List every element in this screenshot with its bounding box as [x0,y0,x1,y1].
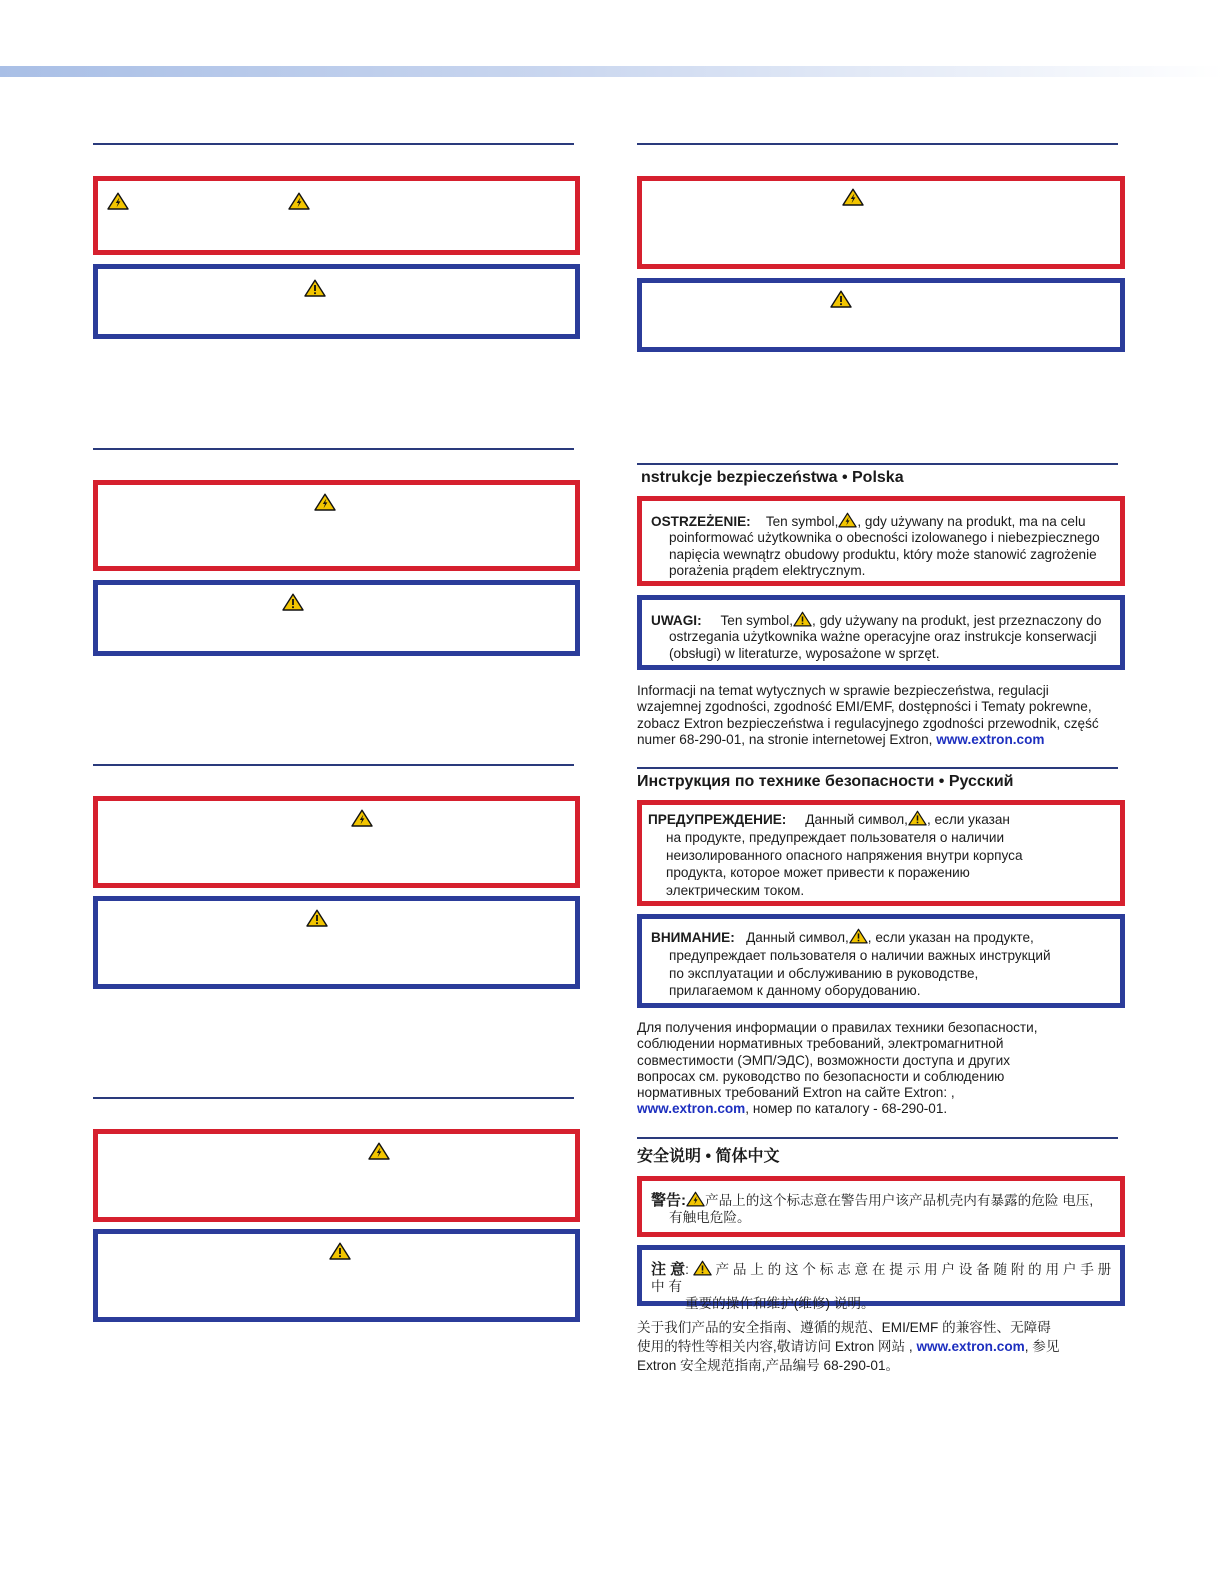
exclamation-triangle-icon [908,810,927,826]
exclamation-triangle-icon [304,279,326,297]
lightning-triangle-icon [288,192,310,210]
lightning-triangle-icon [314,493,336,511]
note-text-polish: UWAGI: Ten symbol, , gdy używany na produkt, jest przeznaczony do ostrzegania użytkownika ważne operacyjne oraz instrukcje konserwacji (obsługi) w literaturze, wyposażone w sprzęt. [651,613,1102,661]
section-heading-polish: nstrukcje bezpieczeństwa • Polska [641,469,904,486]
info-paragraph-russian: Для получения информации о правилах техники безопасности, соблюдении нормативных требований, электромагнитной совместимости (ЭМП/ЭДС), возможности доступа и других вопросах см. руководство по безопасности и соблюдению нормативных требований Extron на сайте Extron: , www.extron.com, номер по каталогу - 68-290-01. [637,1020,1038,1117]
note-label: ВНИМАНИЕ: [651,930,735,945]
section-divider [93,448,574,450]
exclamation-triangle-icon [329,1242,351,1260]
exclamation-triangle-icon [282,593,304,611]
section-divider [637,463,1118,465]
warning-box [93,480,580,571]
warning-label: ПРЕДУПРЕЖДЕНИЕ: [648,812,787,827]
info-paragraph-chinese: 关于我们产品的安全指南、遵循的规范、EMI/EMF 的兼容性、无障碍 使用的特性等相关内容,敬请访问 Extron 网站 , www.extron.com, 参见 Extron 安全规范指南,产品编号 68-290-01。 [637,1320,1060,1373]
warning-label: OSTRZEŻENIE: [651,514,751,529]
lightning-triangle-icon [351,809,373,827]
section-heading-chinese: 安全说明 • 简体中文 [637,1148,780,1165]
warning-box [93,796,580,888]
warning-box [93,176,580,255]
section-divider [93,764,574,766]
warning-text-chinese: 警告: 产品上的这个标志意在警告用户该产品机壳内有暴露的危险 电压, 有触电危险。 [651,1192,1094,1225]
lightning-triangle-icon [842,188,864,206]
exclamation-triangle-icon [306,909,328,927]
section-divider [637,767,1118,769]
exclamation-triangle-icon [849,928,868,944]
lightning-triangle-icon [107,192,129,210]
note-box [93,580,580,656]
section-heading-russian: Инструкция по технике безопасности • Русский [637,773,1014,790]
section-divider [93,1097,574,1099]
lightning-triangle-icon [368,1142,390,1160]
warning-text-russian: ПРЕДУПРЕЖДЕНИЕ: Данный символ, , если указан на продукте, предупреждает пользователя о наличии неизолированного опасного напряжения внутри корпуса продукта, которое может привести к поражению электрическим током. [648,812,1023,899]
exclamation-triangle-icon [693,1260,712,1276]
section-divider [93,143,574,145]
note-text-russian: ВНИМАНИЕ: Данный символ, , если указан на продукте, предупреждает пользователя о наличии важных инструкций по эксплуатации и обслуживанию в руководстве, прилагаемом к данному оборудованию. [651,930,1051,999]
warning-box [93,1129,580,1222]
note-box [637,278,1125,352]
warning-text-polish: OSTRZEŻENIE: Ten symbol, , gdy używany na produkt, ma na celu poinformować użytkownika o obecności izolowanego i niebezpiecznego napięcia wewnątrz obudowy produktu, który może stanowić zagrożenie porażenia prądem elektrycznym. [651,514,1100,578]
section-divider [637,143,1118,145]
exclamation-triangle-icon [830,290,852,308]
extron-link[interactable]: www.extron.com [916,1339,1025,1354]
note-box [93,264,580,339]
header-gradient-bar [0,66,1224,77]
note-box [93,896,580,989]
note-text-chinese: 注 意: 产 品 上 的 这 个 标 志 意 在 提 示 用 户 设 备 随 附 的 用 户 手 册 中 有 重要的操作和维护(维修) 说明。 [651,1261,1112,1311]
section-divider [637,1137,1118,1139]
lightning-triangle-icon [686,1191,705,1207]
note-label: UWAGI: [651,613,702,628]
warning-label: 警告: [651,1192,686,1209]
extron-link[interactable]: www.extron.com [936,731,1045,747]
warning-box [637,176,1125,269]
extron-link[interactable]: www.extron.com [637,1101,746,1117]
note-label: 注 意 [651,1261,686,1278]
info-paragraph-polish: Informacji na temat wytycznych w sprawie bezpieczeństwa, regulacji wzajemnej zgodności, zgodność EMI/EMF, dostępności i Tematy pokrewne, zobacz Extron bezpieczeństwa i regulacyjnego zgodności przewodnik, część numer 68-290-01, na stronie internetowej Extron, www.extron.com [637,683,1099,747]
lightning-triangle-icon [838,512,857,528]
exclamation-triangle-icon [793,611,812,627]
